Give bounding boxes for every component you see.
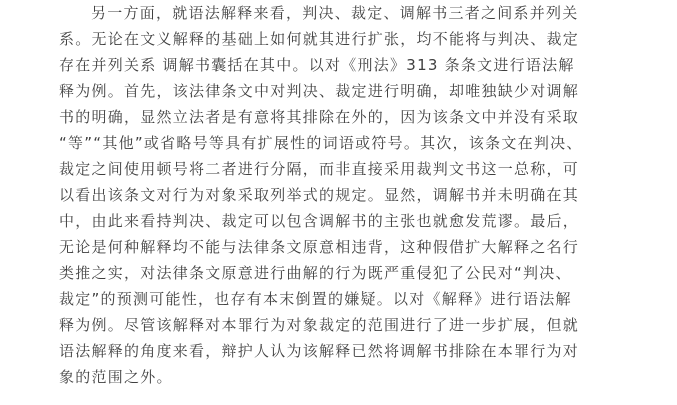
article-paragraph	[59, 0, 619, 390]
paragraph-line-3: 存在并列关系 调解书囊括在其中。以对《刑法》313 条条文进行语法解	[59, 56, 575, 74]
paragraph-line-6: “等”“其他”或省略号等具有扩展性的词语或符号。其次，该条文在判决、	[59, 134, 583, 152]
paragraph-line-15: 象的范围之外。	[59, 368, 173, 386]
paragraph-line-1: 另一方面，就语法解释来看，判决、裁定、调解书三者之间系并列关	[91, 4, 579, 22]
paragraph-line-11: 类推之实，对法律条文原意进行曲解的行为既严重侵犯了公民对“判决、	[59, 264, 572, 282]
paragraph-line-5: 书的明确，显然立法者是有意将其排除在外的，因为该条文中并没有采取	[59, 108, 580, 126]
paragraph-line-2: 系。无论在文义解释的基础上如何就其进行扩张，均不能将与判决、裁定	[59, 30, 580, 48]
paragraph-line-10: 无论是何种解释均不能与法律条文原意相违背，这种假借扩大解释之名行	[59, 238, 580, 256]
paragraph-line-7: 裁定之间使用顿号将二者进行分隔，而非直接采用裁判文书这一总称，可	[59, 160, 580, 178]
paragraph-line-14: 语法解释的角度来看，辩护人认为该解释已然将调解书排除在本罪行为对	[59, 342, 580, 360]
paragraph-line-13: 释为例。尽管该解释对本罪行为对象裁定的范围进行了进一步扩展，但就	[59, 316, 580, 334]
paragraph-line-8: 以看出该条文对行为对象采取列举式的规定。显然，调解书并未明确在其	[59, 186, 580, 204]
paragraph-line-4: 释为例。首先，该法律条文中对判决、裁定进行明确，却唯独缺少对调解	[59, 82, 580, 100]
paragraph-line-9: 中，由此来看持判决、裁定可以包含调解书的主张也就愈发荒谬。最后，	[59, 212, 580, 230]
paragraph-line-12: 裁定”的预测可能性，也存有本末倒置的嫌疑。以对《解释》进行语法解	[59, 290, 572, 308]
